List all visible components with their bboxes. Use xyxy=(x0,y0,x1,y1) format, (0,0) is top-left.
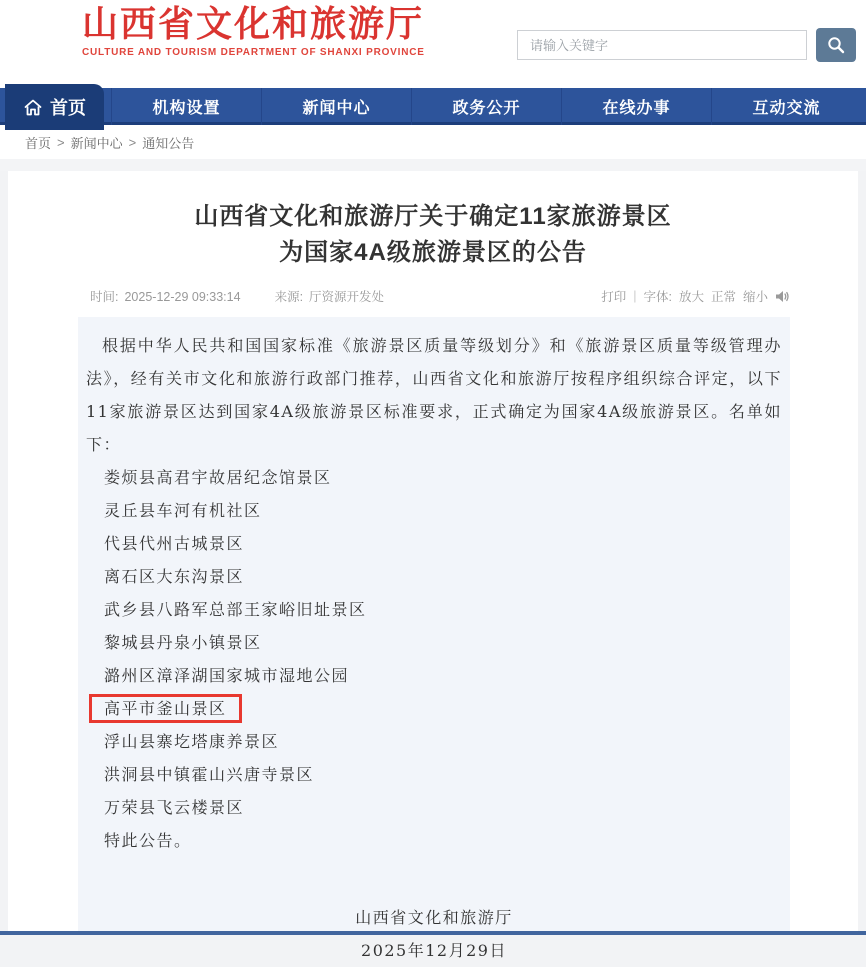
scenic-area-item-highlighted xyxy=(86,692,782,725)
search-bar xyxy=(517,28,856,62)
breadcrumb-home[interactable]: 首页 xyxy=(25,135,52,151)
scenic-area-item: 灵丘县车河有机社区 xyxy=(104,501,262,520)
time-value: 2025-12-29 09:33:14 xyxy=(124,290,241,304)
footer-top-strip xyxy=(0,931,866,935)
scenic-area-item: 武乡县八路军总部王家峪旧址景区 xyxy=(104,600,367,619)
source-value: 厅资源开发处 xyxy=(309,290,385,304)
font-normal-button[interactable]: 正常 xyxy=(710,290,736,304)
page-title-line2: 为国家4A级旅游景区的公告 xyxy=(279,239,587,266)
breadcrumb-news-center[interactable]: 新闻中心 xyxy=(70,135,123,151)
scenic-area-item: 黎城县丹泉小镇景区 xyxy=(104,633,262,652)
nav-item-interaction[interactable]: 互动交流 xyxy=(711,88,861,125)
scenic-area-item: 离石区大东沟景区 xyxy=(104,567,245,586)
scenic-area-item: 潞州区漳泽湖国家城市湿地公园 xyxy=(104,666,350,685)
article-meta-left xyxy=(90,287,390,305)
nav-item-online-services[interactable]: 在线办事 xyxy=(561,88,711,125)
article-intro-paragraph: 根据中华人民共和国国家标准《旅游景区质量等级划分》和《旅游景区质量等级管理办法》，经有关市文化和旅游行政部门推荐，山西省文化和旅游厅按程序组织综合评定，以下11家旅游景区达到国家4A级旅游景区标准要求，正式确定为国家4A级旅游景区。名单如下： xyxy=(86,336,782,454)
breadcrumb-separator: > xyxy=(128,134,137,150)
speaker-icon[interactable] xyxy=(775,290,790,303)
article-date: 2025年12月29日 xyxy=(361,941,507,960)
nav-item-news[interactable]: 新闻中心 xyxy=(261,88,411,125)
logo-title: 山西省文化和旅游厅 xyxy=(82,3,425,45)
site-header xyxy=(0,0,866,88)
section-divider xyxy=(0,159,866,171)
search-input[interactable] xyxy=(517,30,807,60)
article-meta xyxy=(90,287,790,305)
nav-item-home[interactable] xyxy=(5,84,104,130)
highlight-box: 高平市釜山景区 xyxy=(89,694,242,723)
breadcrumb-separator: > xyxy=(57,134,65,150)
breadcrumb-notices[interactable]: 通知公告 xyxy=(142,135,195,151)
home-icon xyxy=(23,98,43,117)
nav-home-label: 首页 xyxy=(50,98,86,118)
article-closing: 特此公告。 xyxy=(104,831,192,850)
article-meta-right xyxy=(601,287,790,305)
font-larger-button[interactable]: 放大 xyxy=(678,290,704,304)
search-icon xyxy=(827,36,845,54)
article-body xyxy=(78,317,790,960)
print-button[interactable]: 打印 xyxy=(601,290,627,304)
scenic-area-item: 浮山县寨圪塔康养景区 xyxy=(104,732,280,751)
breadcrumb xyxy=(0,125,866,159)
font-smaller-button[interactable]: 缩小 xyxy=(742,290,768,304)
site-logo xyxy=(82,4,425,58)
source-label: 来源: xyxy=(274,290,304,304)
meta-pipe: | xyxy=(633,289,637,303)
font-size-label: 字体: xyxy=(643,290,672,304)
article-signature: 山西省文化和旅游厅 xyxy=(355,908,513,927)
scenic-area-item: 洪洞县中镇霍山兴唐寺景区 xyxy=(104,765,315,784)
scenic-area-item: 娄烦县高君宇故居纪念馆景区 xyxy=(104,468,332,487)
search-button[interactable] xyxy=(816,28,856,62)
time-label: 时间: xyxy=(90,290,119,304)
nav-item-gov-info[interactable]: 政务公开 xyxy=(411,88,561,125)
article-panel xyxy=(8,171,858,960)
main-nav xyxy=(0,88,866,125)
page-title-line1: 山西省文化和旅游厅关于确定11家旅游景区 xyxy=(194,203,672,230)
page-title xyxy=(8,171,858,271)
logo-subtitle: CULTURE AND TOURISM DEPARTMENT OF SHANXI PROVINCE xyxy=(82,47,425,58)
nav-item-orgs[interactable]: 机构设置 xyxy=(111,88,261,125)
scenic-area-item: 万荣县飞云楼景区 xyxy=(104,798,245,817)
scenic-area-item: 代县代州古城景区 xyxy=(104,534,245,553)
